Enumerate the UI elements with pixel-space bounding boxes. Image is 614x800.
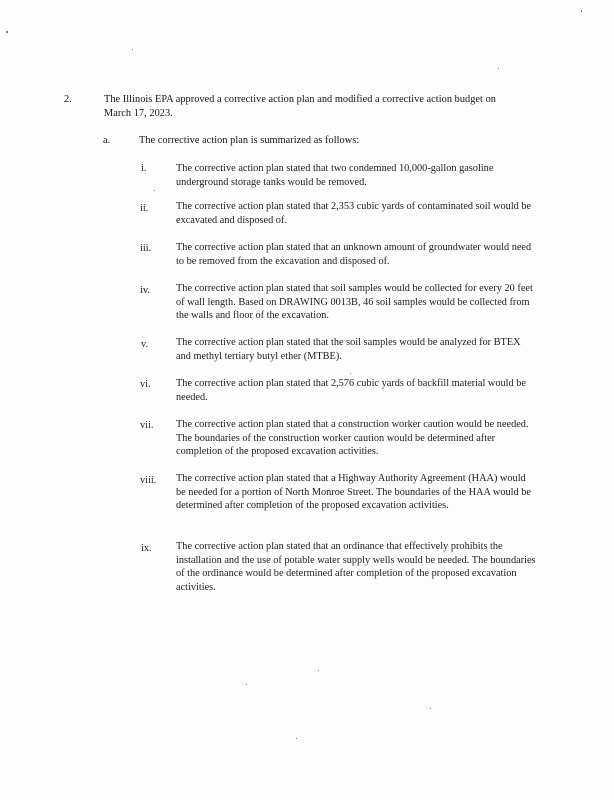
scan-speck — [132, 49, 133, 50]
item-text-vii: The corrective action plan stated that a construction worker caution would be needed. The boundaries of the construction worker caution would be determined after completion of the proposed excavation activities. — [176, 419, 529, 457]
item-text-iii: The corrective action plan stated that an unknown amount of groundwater would need to be removed from the excavation and disposed of. — [176, 242, 532, 267]
item-numeral-i: i. — [141, 163, 147, 174]
subsection-label: a. — [103, 135, 111, 146]
item-text-ii: The corrective action plan stated that 2,353 cubic yards of contaminated soil would be excavated and disposed of. — [176, 201, 532, 226]
item-numeral-ii: ii. — [140, 203, 149, 214]
item-text-v: The corrective action plan stated that the soil samples would be analyzed for BTEX and methyl tertiary butyl ether (MTBE). — [176, 337, 521, 362]
scan-speck — [6, 31, 8, 33]
scan-speck — [581, 10, 582, 12]
item-numeral-ix: ix. — [141, 543, 152, 554]
item-text-ix: The corrective action plan stated that an ordinance that effectively prohibits the installation and the use of potable water supply wells would be needed. The boundaries of the ordinance would be determined after completion of the proposed excavation activities. — [176, 541, 536, 593]
scan-speck — [296, 738, 297, 739]
subsection-text: The corrective action plan is summarized as follows: — [139, 135, 360, 146]
scan-speck — [498, 68, 499, 69]
scan-speck — [350, 373, 351, 374]
item-numeral-iii: iii. — [140, 243, 152, 254]
paragraph-number: 2. — [64, 94, 72, 105]
item-text-i: The corrective action plan stated that two condemned 10,000-gallon gasoline underground storage tanks would be removed. — [176, 163, 494, 188]
item-numeral-v: v. — [141, 339, 149, 350]
item-numeral-iv: iv. — [140, 285, 150, 296]
scan-speck — [318, 670, 319, 671]
scan-speck — [154, 190, 155, 191]
paragraph-text: The Illinois EPA approved a corrective action plan and modified a corrective action budget on March 17, 2023. — [104, 94, 496, 119]
item-numeral-viii: viii. — [140, 475, 157, 486]
item-text-vi: The corrective action plan stated that 2,576 cubic yards of backfill material would be needed. — [176, 378, 526, 403]
scan-speck — [430, 708, 431, 709]
item-numeral-vi: vi. — [140, 379, 151, 390]
item-text-iv: The corrective action plan stated that soil samples would be collected for every 20 feet of wall length. Based on DRAWING 0013B, 46 soil samples would be collected from the walls and floor of the excavation. — [176, 283, 533, 321]
item-text-viii: The corrective action plan stated that a Highway Authority Agreement (HAA) would be needed for a portion of North Monroe Street. The boundaries of the HAA would be determined after completion of the proposed excavation activities. — [176, 473, 531, 511]
scan-speck — [246, 684, 247, 685]
item-numeral-vii: vii. — [140, 420, 154, 431]
